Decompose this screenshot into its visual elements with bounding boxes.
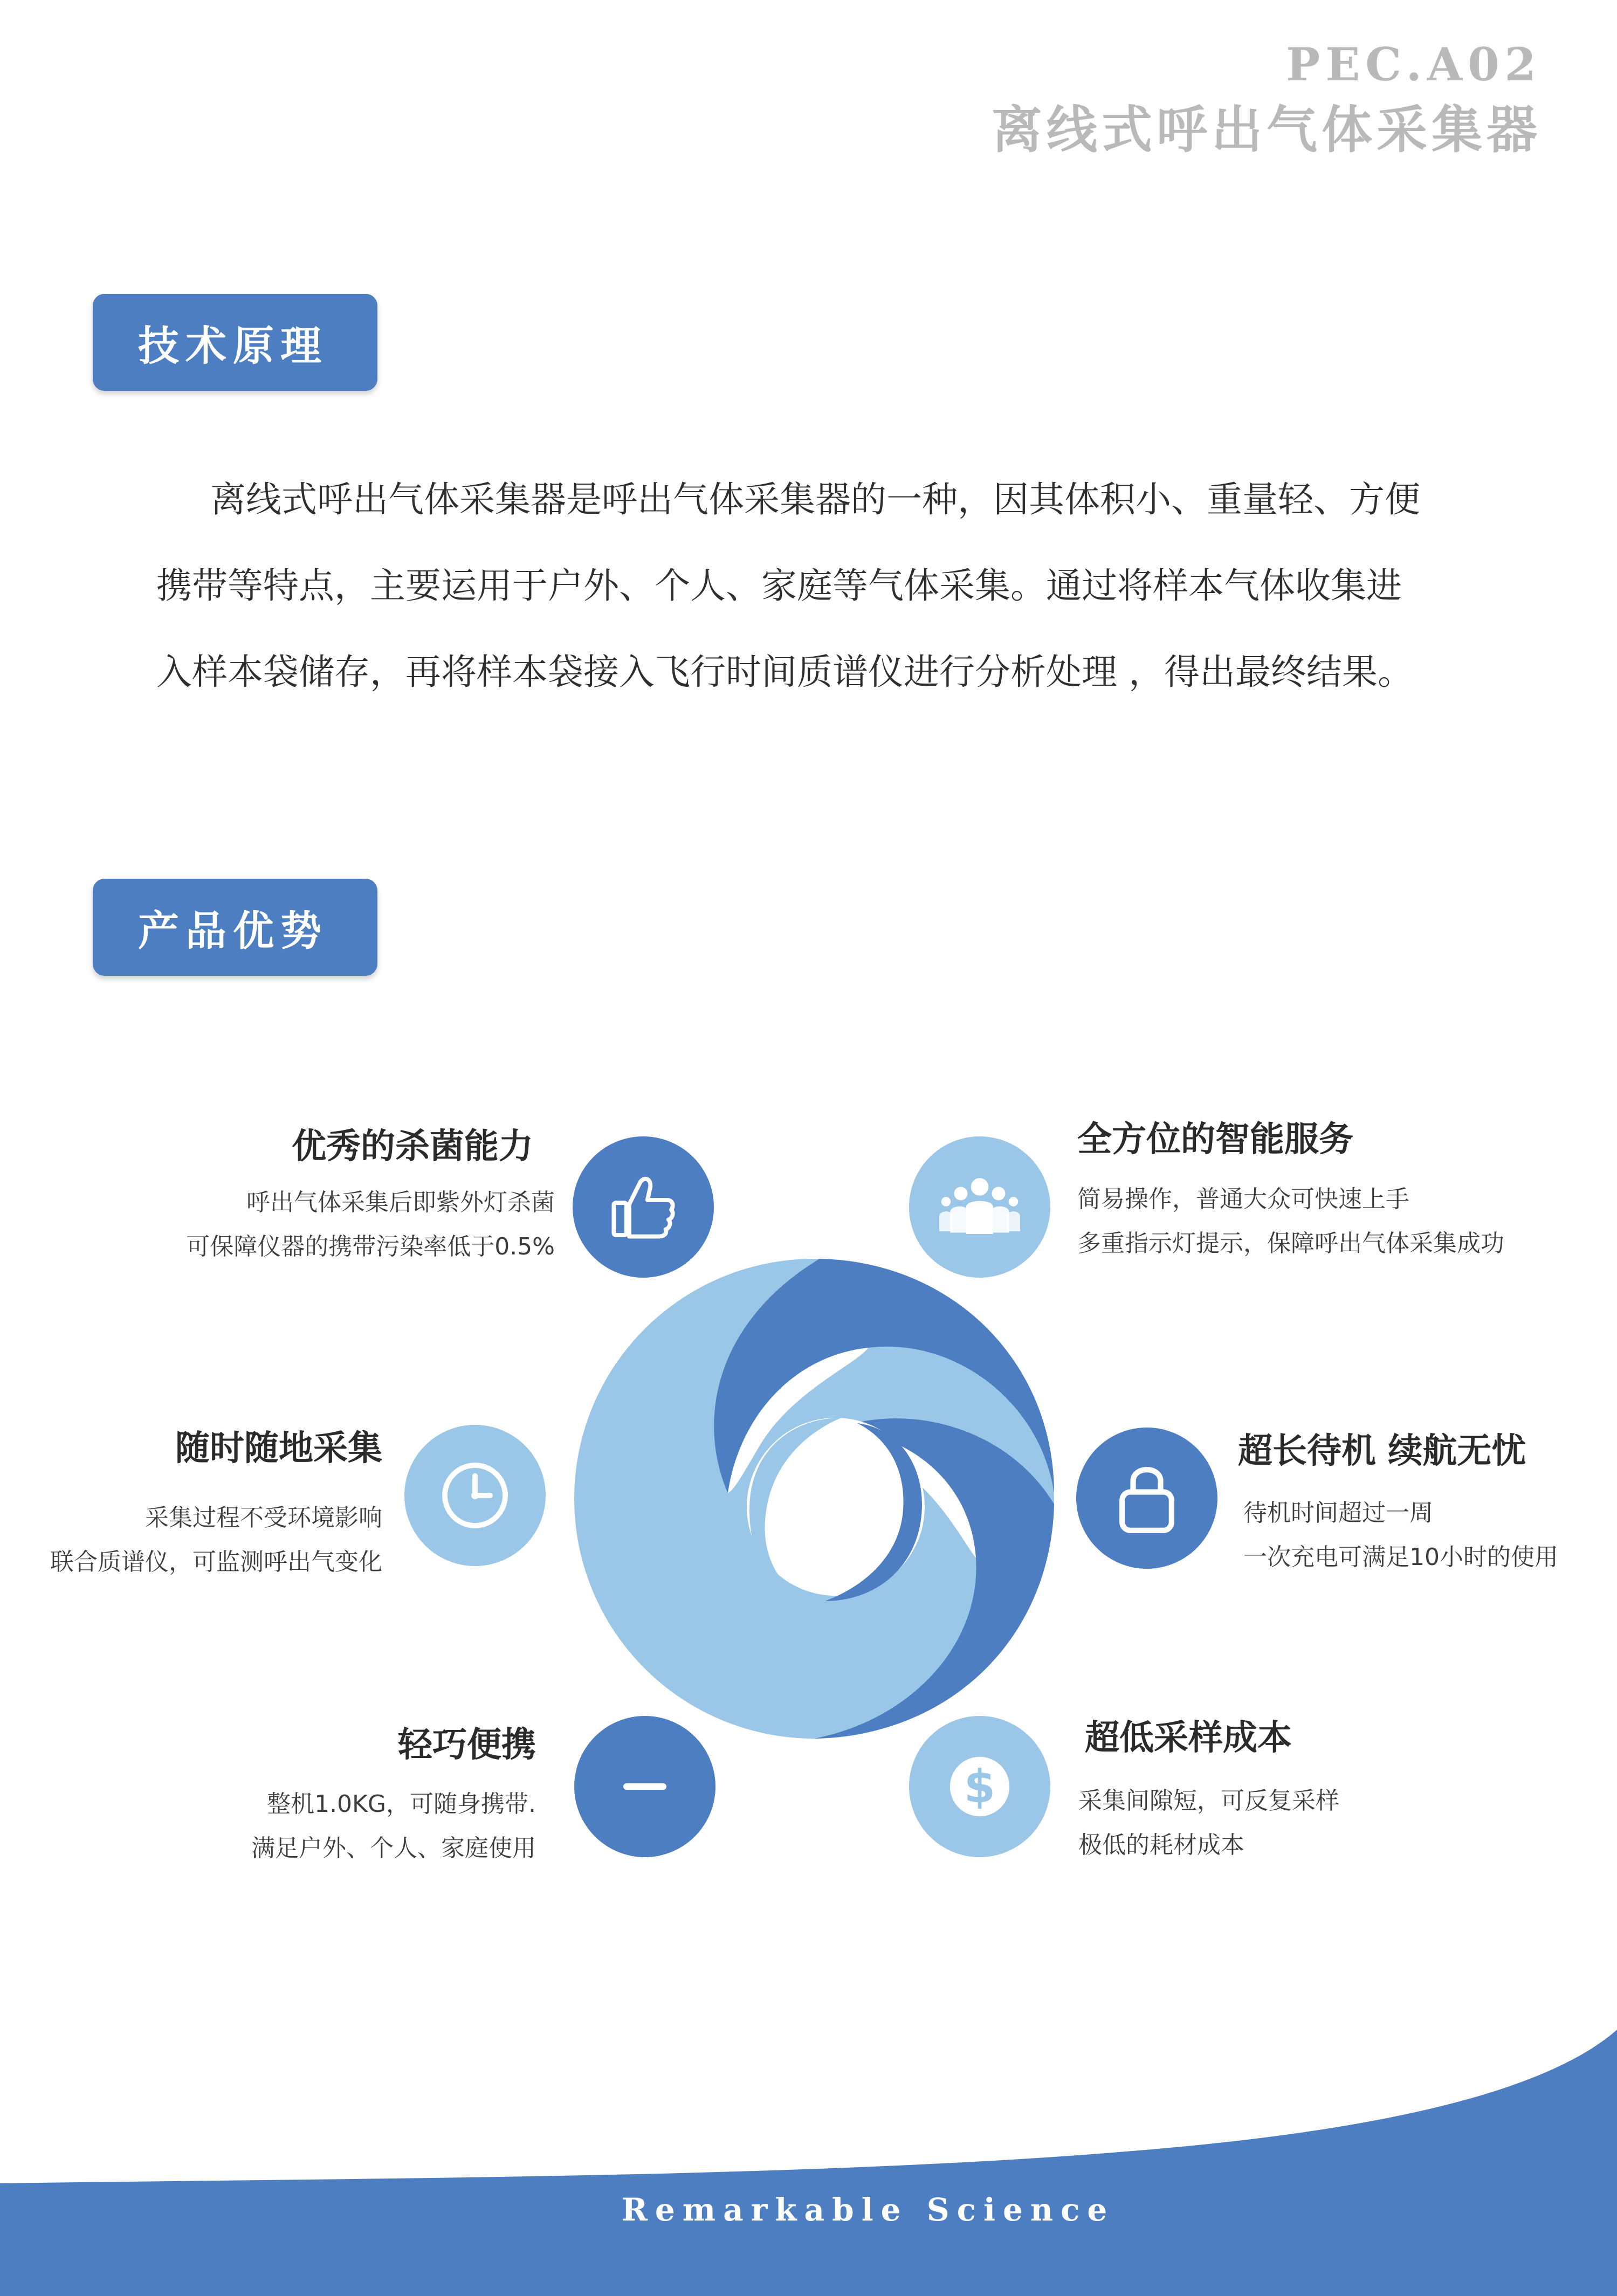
footer-wave xyxy=(0,2016,1617,2296)
feature-title: 轻巧便携 xyxy=(398,1725,536,1765)
section-tab-advantages xyxy=(93,879,377,976)
feature-desc-line: 联合质谱仪，可监测呼出气变化 xyxy=(50,1548,382,1576)
feature-icon-circle xyxy=(404,1425,546,1566)
feature-icon-circle xyxy=(574,1716,715,1857)
feature-desc-line: 极低的耗材成本 xyxy=(1078,1831,1244,1859)
section-tab-principle xyxy=(93,294,377,391)
section-label: 技术原理 xyxy=(138,321,328,370)
feature-desc-line: 整机1.0KG，可随身携带. xyxy=(267,1790,536,1818)
principle-paragraph-3 xyxy=(156,628,1413,716)
feature-title: 超低采样成本 xyxy=(1085,1718,1292,1758)
paragraph-line: 携带等特点，主要运用于户外、个人、家庭等气体采集。通过将样本气体收集进 xyxy=(156,565,1402,606)
people-group-icon xyxy=(939,1172,1020,1242)
feature-title: 超长待机 续航无忧 xyxy=(1238,1431,1526,1471)
swirl-logo xyxy=(566,1256,1062,1741)
feature-desc-line: 呼出气体采集后即紫外灯杀菌 xyxy=(246,1189,555,1216)
svg-text:$: $ xyxy=(964,1760,996,1813)
feature-desc xyxy=(50,1496,382,1584)
product-code: PEC.A02 xyxy=(1286,38,1542,91)
feature-desc xyxy=(1077,1177,1504,1266)
principle-paragraph-2 xyxy=(156,542,1402,630)
feature-icon-circle xyxy=(1076,1428,1217,1569)
feature-desc-line: 采集过程不受环境影响 xyxy=(145,1504,382,1532)
minus-icon xyxy=(618,1778,672,1795)
lock-icon xyxy=(1112,1460,1182,1536)
feature-icon-circle xyxy=(909,1716,1050,1857)
feature-title: 全方位的智能服务 xyxy=(1077,1120,1353,1160)
feature-desc-line: 满足户外、个人、家庭使用 xyxy=(251,1835,536,1862)
dollar-icon xyxy=(947,1754,1012,1819)
feature-title: 随时随地采集 xyxy=(175,1429,382,1468)
feature-icon-circle xyxy=(573,1136,714,1278)
feature-desc-line: 简易操作，普通大众可快速上手 xyxy=(1077,1185,1409,1213)
principle-paragraph xyxy=(156,456,1420,544)
feature-desc-line: 多重指示灯提示，保障呼出气体采集成功 xyxy=(1077,1230,1504,1257)
feature-desc xyxy=(186,1181,555,1269)
footer-slogan: Remarkable Science xyxy=(621,2191,1115,2228)
paragraph-line: 离线式呼出气体采集器是呼出气体采集器的一种，因其体积小、重量轻、方便 xyxy=(210,479,1420,520)
product-title: 离线式呼出气体采集器 xyxy=(991,101,1542,160)
feature-desc xyxy=(1243,1491,1558,1580)
section-label: 产品优势 xyxy=(138,906,328,955)
feature-desc-line: 待机时间超过一周 xyxy=(1243,1499,1433,1527)
feature-desc xyxy=(251,1782,536,1871)
feature-desc-line: 一次充电可满足10小时的使用 xyxy=(1243,1543,1558,1571)
thumbs-up-icon xyxy=(608,1172,678,1242)
paragraph-line: 入样本袋储存，再将样本袋接入飞行时间质谱仪进行分析处理 ，得出最终结果。 xyxy=(156,651,1413,693)
feature-desc-line: 可保障仪器的携带污染率低于0.5% xyxy=(186,1233,555,1260)
clock-icon xyxy=(437,1458,513,1533)
feature-icon-circle xyxy=(909,1136,1050,1278)
feature-desc-line: 采集间隙短，可反复采样 xyxy=(1078,1787,1339,1815)
feature-desc xyxy=(1078,1779,1339,1867)
feature-title: 优秀的杀菌能力 xyxy=(292,1127,533,1167)
